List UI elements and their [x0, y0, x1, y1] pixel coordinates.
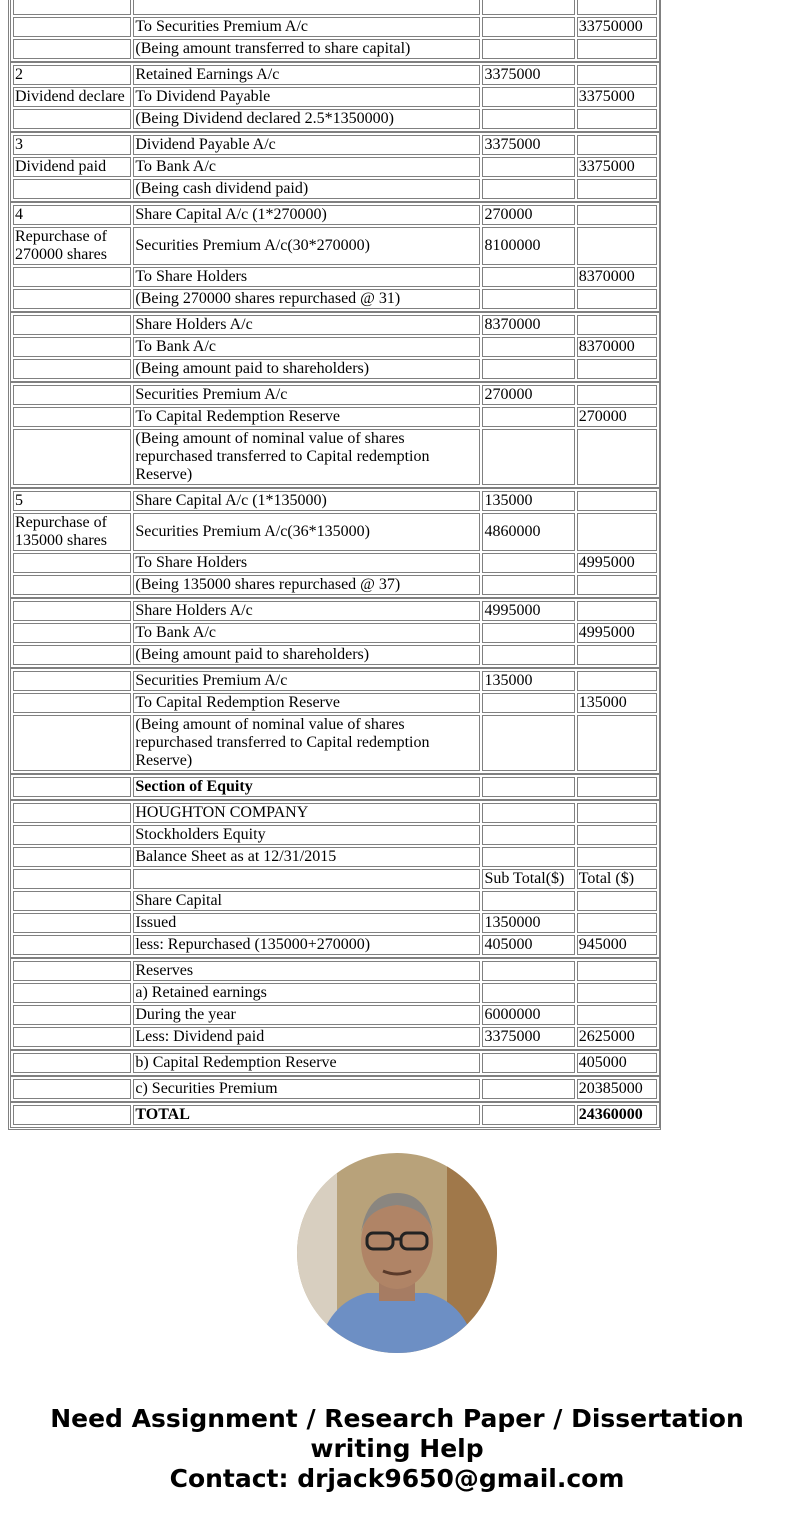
debit-cell: 3375000	[482, 135, 574, 155]
credit-cell: Total ($)	[577, 869, 657, 889]
entry-label-cell	[13, 869, 131, 889]
credit-cell: 135000	[577, 693, 657, 713]
credit-cell	[577, 39, 657, 59]
particulars-cell: To Securities Premium A/c	[133, 17, 480, 37]
debit-cell	[482, 39, 574, 59]
footer-contact-email: Contact: drjack9650@gmail.com	[169, 1464, 625, 1493]
table-row	[13, 961, 657, 981]
table-row	[13, 869, 657, 889]
credit-cell	[577, 803, 657, 823]
table-row	[13, 385, 657, 405]
debit-cell	[482, 0, 574, 15]
table-row	[13, 1105, 657, 1125]
particulars-cell: Less: Dividend paid	[133, 1027, 480, 1047]
table-row	[13, 359, 657, 379]
table-row	[13, 715, 657, 771]
entry-label-cell	[13, 429, 131, 485]
debit-cell: 8100000	[482, 227, 574, 265]
table-row	[13, 491, 657, 511]
debit-cell	[482, 87, 574, 107]
entry-group	[10, 62, 660, 132]
entry-group	[10, 312, 660, 382]
particulars-cell: Securities Premium A/c(36*135000)	[133, 513, 480, 551]
particulars-cell: Reserves	[133, 961, 480, 981]
table-row	[13, 407, 657, 427]
particulars-cell: (Being 270000 shares repurchased @ 31)	[133, 289, 480, 309]
credit-cell	[577, 825, 657, 845]
credit-cell: 8370000	[577, 337, 657, 357]
table-row	[13, 179, 657, 199]
entry-group	[10, 774, 660, 800]
table-row	[13, 693, 657, 713]
particulars-cell: (Being amount of nominal value of shares repurchased transferred to Capital redemption Reserve)	[133, 715, 480, 771]
debit-cell: 405000	[482, 935, 574, 955]
entry-label-cell: 5	[13, 491, 131, 511]
particulars-cell	[133, 0, 480, 15]
table-row	[13, 39, 657, 59]
table-row	[13, 983, 657, 1003]
particulars-cell: c) Securities Premium	[133, 1079, 480, 1099]
credit-cell: 3375000	[577, 87, 657, 107]
table-row	[13, 575, 657, 595]
table-row	[13, 825, 657, 845]
entry-label-cell: 4	[13, 205, 131, 225]
entry-label-cell	[13, 1079, 131, 1099]
table-row	[13, 513, 657, 551]
debit-cell: 4995000	[482, 601, 574, 621]
credit-cell: 3375000	[577, 157, 657, 177]
debit-cell	[482, 575, 574, 595]
particulars-cell: To Bank A/c	[133, 157, 480, 177]
entry-group	[10, 598, 660, 668]
credit-cell	[577, 179, 657, 199]
debit-cell: 3375000	[482, 65, 574, 85]
entry-label-cell	[13, 359, 131, 379]
table-row	[13, 135, 657, 155]
table-row	[13, 17, 657, 37]
particulars-cell: (Being cash dividend paid)	[133, 179, 480, 199]
particulars-cell: Share Capital	[133, 891, 480, 911]
credit-cell	[577, 205, 657, 225]
table-row	[13, 645, 657, 665]
credit-cell	[577, 227, 657, 265]
credit-cell: 24360000	[577, 1105, 657, 1125]
debit-cell	[482, 891, 574, 911]
credit-cell	[577, 671, 657, 691]
entry-label-cell	[13, 935, 131, 955]
entry-group	[10, 382, 660, 488]
credit-cell	[577, 109, 657, 129]
credit-cell	[577, 315, 657, 335]
entry-label-cell	[13, 715, 131, 771]
entry-label-cell: Dividend paid	[13, 157, 131, 177]
footer-line-2: writing Help	[310, 1434, 484, 1463]
debit-cell	[482, 645, 574, 665]
entry-label-cell	[13, 315, 131, 335]
entry-label-cell	[13, 385, 131, 405]
entry-group	[10, 1102, 660, 1128]
entry-label-cell: Repurchase of 270000 shares	[13, 227, 131, 265]
credit-cell: 4995000	[577, 623, 657, 643]
table-row	[13, 1005, 657, 1025]
credit-cell: 33750000	[577, 17, 657, 37]
credit-cell	[577, 1005, 657, 1025]
table-row	[13, 1079, 657, 1099]
debit-cell	[482, 961, 574, 981]
entry-label-cell: 2	[13, 65, 131, 85]
credit-cell	[577, 491, 657, 511]
table-row	[13, 227, 657, 265]
table-row	[13, 109, 657, 129]
debit-cell: 3375000	[482, 1027, 574, 1047]
debit-cell	[482, 1105, 574, 1125]
particulars-cell: (Being Dividend declared 2.5*1350000)	[133, 109, 480, 129]
credit-cell	[577, 645, 657, 665]
debit-cell	[482, 777, 574, 797]
debit-cell	[482, 553, 574, 573]
credit-cell: 945000	[577, 935, 657, 955]
credit-cell: 20385000	[577, 1079, 657, 1099]
particulars-cell: Stockholders Equity	[133, 825, 480, 845]
credit-cell	[577, 289, 657, 309]
particulars-cell: Share Holders A/c	[133, 315, 480, 335]
credit-cell: 4995000	[577, 553, 657, 573]
entry-label-cell: 3	[13, 135, 131, 155]
debit-cell: Sub Total($)	[482, 869, 574, 889]
table-row	[13, 601, 657, 621]
entry-label-cell	[13, 267, 131, 287]
table-row	[13, 429, 657, 485]
credit-cell: 270000	[577, 407, 657, 427]
particulars-cell: To Capital Redemption Reserve	[133, 693, 480, 713]
entry-label-cell	[13, 407, 131, 427]
particulars-cell: Share Holders A/c	[133, 601, 480, 621]
entry-label-cell	[13, 289, 131, 309]
credit-cell	[577, 983, 657, 1003]
entry-group	[10, 1076, 660, 1102]
entry-label-cell	[13, 553, 131, 573]
credit-cell	[577, 961, 657, 981]
particulars-cell: Retained Earnings A/c	[133, 65, 480, 85]
credit-cell	[577, 891, 657, 911]
credit-cell	[577, 385, 657, 405]
debit-cell	[482, 359, 574, 379]
debit-cell	[482, 623, 574, 643]
entry-group	[10, 0, 660, 62]
debit-cell	[482, 825, 574, 845]
table-row	[13, 553, 657, 573]
credit-cell	[577, 0, 657, 15]
table-row	[13, 65, 657, 85]
table-row	[13, 847, 657, 867]
particulars-cell: TOTAL	[133, 1105, 480, 1125]
particulars-cell: To Dividend Payable	[133, 87, 480, 107]
table-row	[13, 935, 657, 955]
credit-cell: 405000	[577, 1053, 657, 1073]
debit-cell	[482, 715, 574, 771]
entry-group	[10, 488, 660, 598]
particulars-cell: Dividend Payable A/c	[133, 135, 480, 155]
table-row	[13, 315, 657, 335]
table-row	[13, 803, 657, 823]
debit-cell: 8370000	[482, 315, 574, 335]
entry-label-cell	[13, 913, 131, 933]
debit-cell	[482, 983, 574, 1003]
particulars-cell: Share Capital A/c (1*135000)	[133, 491, 480, 511]
debit-cell	[482, 179, 574, 199]
entry-label-cell	[13, 803, 131, 823]
credit-cell	[577, 715, 657, 771]
particulars-cell: To Share Holders	[133, 553, 480, 573]
entry-group	[10, 1050, 660, 1076]
entry-label-cell	[13, 777, 131, 797]
entry-label-cell	[13, 17, 131, 37]
credit-cell: 2625000	[577, 1027, 657, 1047]
particulars-cell: less: Repurchased (135000+270000)	[133, 935, 480, 955]
particulars-cell: b) Capital Redemption Reserve	[133, 1053, 480, 1073]
debit-cell: 270000	[482, 205, 574, 225]
entry-label-cell	[13, 0, 131, 15]
credit-cell	[577, 601, 657, 621]
table-row	[13, 267, 657, 287]
entry-label-cell: Dividend declare	[13, 87, 131, 107]
particulars-cell: Issued	[133, 913, 480, 933]
entry-group	[10, 800, 660, 958]
debit-cell	[482, 267, 574, 287]
particulars-cell: (Being 135000 shares repurchased @ 37)	[133, 575, 480, 595]
debit-cell: 4860000	[482, 513, 574, 551]
entry-label-cell	[13, 179, 131, 199]
debit-cell: 135000	[482, 491, 574, 511]
entry-label-cell	[13, 961, 131, 981]
entry-label-cell	[13, 645, 131, 665]
entry-label-cell: Repurchase of 135000 shares	[13, 513, 131, 551]
entry-label-cell	[13, 671, 131, 691]
entry-label-cell	[13, 109, 131, 129]
debit-cell	[482, 109, 574, 129]
particulars-cell: Securities Premium A/c	[133, 671, 480, 691]
entry-group	[10, 958, 660, 1050]
table-row	[13, 157, 657, 177]
footer-line-1: Need Assignment / Research Paper / Dissertation	[50, 1404, 744, 1433]
debit-cell: 6000000	[482, 1005, 574, 1025]
journal-and-equity-table	[8, 0, 661, 1130]
entry-group	[10, 202, 660, 312]
table-row	[13, 671, 657, 691]
table-row	[13, 289, 657, 309]
credit-cell	[577, 913, 657, 933]
particulars-cell: During the year	[133, 1005, 480, 1025]
entry-label-cell	[13, 39, 131, 59]
particulars-cell: Share Capital A/c (1*270000)	[133, 205, 480, 225]
entry-label-cell	[13, 575, 131, 595]
author-photo	[297, 1153, 497, 1353]
table-row	[13, 1027, 657, 1047]
particulars-cell: To Bank A/c	[133, 623, 480, 643]
credit-cell	[577, 513, 657, 551]
table-row	[13, 0, 657, 15]
debit-cell	[482, 1053, 574, 1073]
credit-cell	[577, 429, 657, 485]
debit-cell	[482, 803, 574, 823]
particulars-cell: a) Retained earnings	[133, 983, 480, 1003]
debit-cell	[482, 1079, 574, 1099]
particulars-cell: To Capital Redemption Reserve	[133, 407, 480, 427]
entry-label-cell	[13, 1005, 131, 1025]
entry-label-cell	[13, 337, 131, 357]
credit-cell	[577, 777, 657, 797]
entry-label-cell	[13, 825, 131, 845]
entry-label-cell	[13, 1053, 131, 1073]
debit-cell: 270000	[482, 385, 574, 405]
particulars-cell: (Being amount paid to shareholders)	[133, 359, 480, 379]
debit-cell	[482, 407, 574, 427]
table-row	[13, 87, 657, 107]
credit-cell	[577, 359, 657, 379]
table-row	[13, 777, 657, 797]
entry-label-cell	[13, 623, 131, 643]
entry-label-cell	[13, 693, 131, 713]
credit-cell	[577, 65, 657, 85]
debit-cell	[482, 429, 574, 485]
table-row	[13, 337, 657, 357]
debit-cell	[482, 847, 574, 867]
credit-cell	[577, 135, 657, 155]
entry-label-cell	[13, 1027, 131, 1047]
debit-cell: 1350000	[482, 913, 574, 933]
particulars-cell: HOUGHTON COMPANY	[133, 803, 480, 823]
table-row	[13, 913, 657, 933]
debit-cell	[482, 17, 574, 37]
table-row	[13, 891, 657, 911]
entry-label-cell	[13, 601, 131, 621]
particulars-cell	[133, 869, 480, 889]
particulars-cell: (Being amount paid to shareholders)	[133, 645, 480, 665]
entry-label-cell	[13, 847, 131, 867]
credit-cell	[577, 575, 657, 595]
entry-label-cell	[13, 983, 131, 1003]
particulars-cell: (Being amount transferred to share capital)	[133, 39, 480, 59]
debit-cell: 135000	[482, 671, 574, 691]
entry-group	[10, 132, 660, 202]
particulars-cell: Securities Premium A/c	[133, 385, 480, 405]
credit-cell: 8370000	[577, 267, 657, 287]
debit-cell	[482, 337, 574, 357]
debit-cell	[482, 693, 574, 713]
debit-cell	[482, 289, 574, 309]
particulars-cell: (Being amount of nominal value of shares repurchased transferred to Capital redemption Reserve)	[133, 429, 480, 485]
particulars-cell: Balance Sheet as at 12/31/2015	[133, 847, 480, 867]
debit-cell	[482, 157, 574, 177]
table-row	[13, 1053, 657, 1073]
entry-label-cell	[13, 891, 131, 911]
particulars-cell: To Share Holders	[133, 267, 480, 287]
particulars-cell: To Bank A/c	[133, 337, 480, 357]
credit-cell	[577, 847, 657, 867]
particulars-cell: Securities Premium A/c(30*270000)	[133, 227, 480, 265]
particulars-cell: Section of Equity	[133, 777, 480, 797]
table-row	[13, 205, 657, 225]
footer-contact	[0, 1404, 794, 1494]
table-row	[13, 623, 657, 643]
entry-group	[10, 668, 660, 774]
entry-label-cell	[13, 1105, 131, 1125]
